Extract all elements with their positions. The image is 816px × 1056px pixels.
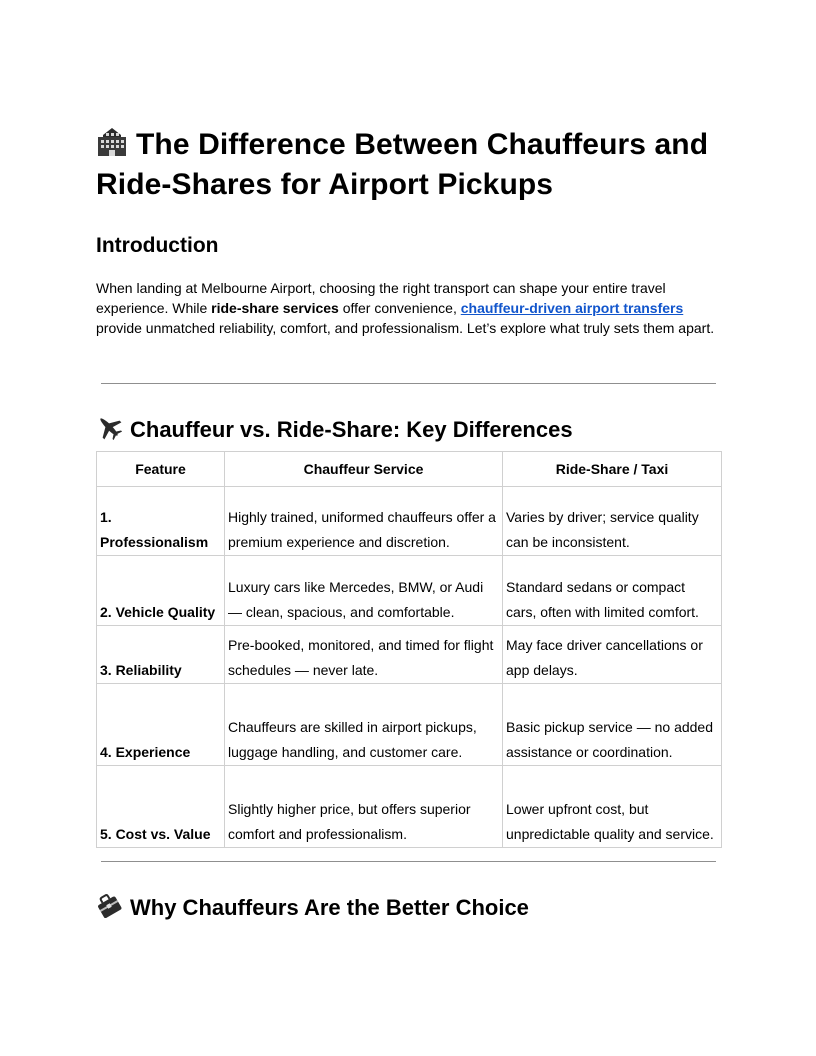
section-heading-differences-text: Chauffeur vs. Ride-Share: Key Differences — [130, 417, 573, 442]
table-row — [97, 684, 722, 766]
section-heading-why — [96, 892, 529, 923]
intro-heading: Introduction — [96, 234, 219, 257]
table-row — [97, 556, 722, 626]
horizontal-divider — [101, 383, 716, 384]
table-cell-chauffeur: Highly trained, uniformed chauffeurs offer a premium experience and discretion. — [225, 487, 503, 556]
table-row — [97, 487, 722, 556]
office-building-icon — [96, 127, 128, 157]
table-header-rideshare: Ride-Share / Taxi — [503, 452, 722, 487]
intro-paragraph — [96, 278, 716, 338]
page-title — [96, 125, 721, 205]
page-title-text: The Difference Between Chauffeurs and Ride-Shares for Airport Pickups — [96, 128, 709, 201]
airplane-icon — [96, 414, 122, 440]
table-cell-feature: 4. Experience — [97, 684, 225, 766]
table-cell-chauffeur: Pre-booked, monitored, and timed for flight schedules — never late. — [225, 626, 503, 684]
table-header-row — [97, 452, 722, 487]
table-cell-rideshare: Standard sedans or compact cars, often with limited comfort. — [503, 556, 722, 626]
table-cell-feature: 3. Reliability — [97, 626, 225, 684]
table-header-feature: Feature — [97, 452, 225, 487]
intro-text-2: offer convenience, — [338, 300, 461, 316]
table-row — [97, 626, 722, 684]
horizontal-divider — [101, 861, 716, 862]
briefcase-icon — [96, 892, 122, 918]
table-cell-chauffeur: Chauffeurs are skilled in airport pickups, luggage handling, and customer care. — [225, 684, 503, 766]
table-cell-rideshare: Lower upfront cost, but unpredictable quality and service. — [503, 766, 722, 848]
table-cell-chauffeur: Slightly higher price, but offers superior comfort and professionalism. — [225, 766, 503, 848]
table-cell-chauffeur: Luxury cars like Mercedes, BMW, or Audi — clean, spacious, and comfortable. — [225, 556, 503, 626]
table-cell-feature: 2. Vehicle Quality — [97, 556, 225, 626]
table-cell-rideshare: May face driver cancellations or app delays. — [503, 626, 722, 684]
intro-bold-text: ride-share services — [211, 300, 339, 316]
table-cell-rideshare: Basic pickup service — no added assistance or coordination. — [503, 684, 722, 766]
intro-text-1: When landing at Melbourne Airport, choosing the right transport can shape your entire travel experience. While — [96, 280, 666, 316]
table-cell-feature: 1. Professionalism — [97, 487, 225, 556]
intro-text-3: provide unmatched reliability, comfort, and professionalism. Let’s explore what truly sets them apart. — [96, 320, 715, 336]
section-heading-why-text: Why Chauffeurs Are the Better Choice — [130, 895, 529, 920]
chauffeur-transfers-link[interactable]: chauffeur-driven airport transfers — [460, 300, 684, 316]
table-cell-feature: 5. Cost vs. Value — [97, 766, 225, 848]
table-header-chauffeur: Chauffeur Service — [225, 452, 503, 487]
table-cell-rideshare: Varies by driver; service quality can be inconsistent. — [503, 487, 722, 556]
comparison-table — [96, 451, 722, 848]
table-row — [97, 766, 722, 848]
section-heading-differences — [96, 414, 573, 445]
